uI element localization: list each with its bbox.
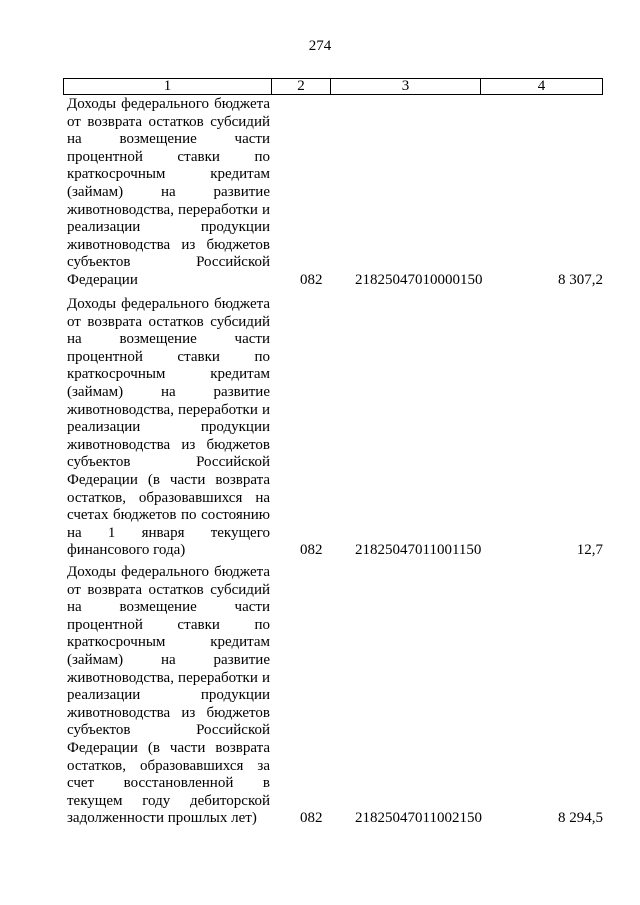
- row-description: Доходы федерального бюджета от возврата остатков субсидий на возмещение части процентной ставки по краткосрочным кредитам (займам) на развитие животноводства, переработки и реализации продукции животноводства из бюджетов субъектов Российской Федерации: [67, 96, 270, 288]
- row-description: Доходы федерального бюджета от возврата остатков субсидий на возмещение части процентной ставки по краткосрочным кредитам (займам) на развитие животноводства, переработки и реализации продукции животноводства из бюджетов субъектов Российской Федерации (в части возврата остатков, образовавшихся за счет восстановленной в текущем году дебиторской задолженности прошлых лет): [67, 564, 270, 827]
- row-kbk: 21825047010000150: [355, 271, 483, 288]
- row-kbk: 21825047011001150: [355, 542, 482, 559]
- row-admin-code: 082: [300, 542, 323, 559]
- header-col-3: 3: [331, 79, 481, 94]
- header-col-2: 2: [272, 79, 331, 94]
- row-description: Доходы федерального бюджета от возврата остатков субсидий на возмещение части процентной ставки по краткосрочным кредитам (займам) на развитие животноводства, переработки и реализации продукции животноводства из бюджетов субъектов Российской Федерации (в части возврата остатков, образовавшихся на счетах бюджетов по состоянию на 1 января текущего финансового года): [67, 296, 270, 559]
- row-admin-code: 082: [300, 271, 323, 288]
- header-col-1: 1: [64, 79, 272, 94]
- header-col-4: 4: [537, 78, 546, 94]
- page-number: 274: [308, 38, 332, 54]
- row-amount: 8 294,5: [558, 810, 603, 827]
- row-kbk: 21825047011002150: [355, 810, 482, 827]
- row-amount: 12,7: [576, 542, 603, 559]
- row-admin-code: 082: [300, 810, 323, 827]
- row-amount: 8 307,2: [558, 271, 603, 288]
- table-header: [63, 78, 603, 95]
- table-row: [67, 564, 603, 828]
- table-row: [67, 96, 603, 290]
- table-row: [67, 296, 603, 560]
